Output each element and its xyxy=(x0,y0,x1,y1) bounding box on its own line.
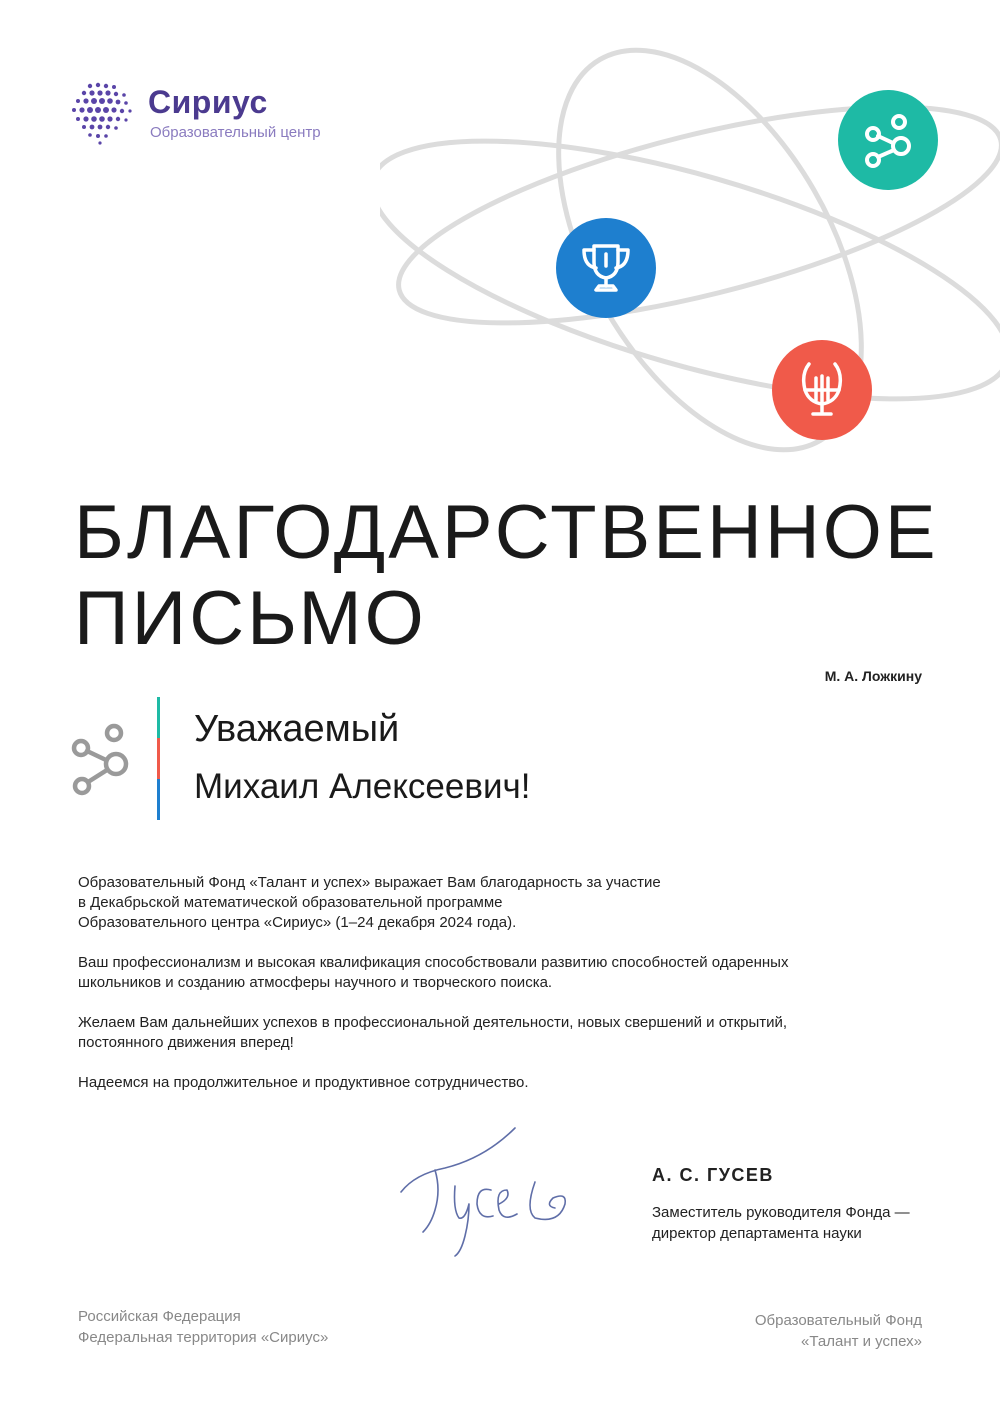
text-line: Желаем Вам дальнейших успехов в профессиональной деятельности, новых свершений и открытий, xyxy=(78,1014,788,1031)
greeting-line-2: Михаил Алексеевич! xyxy=(194,767,531,806)
logo-subtitle: Образовательный центр xyxy=(150,124,321,141)
trophy-icon xyxy=(576,240,636,296)
share-badge xyxy=(838,90,938,190)
recipient-name: М. А. Ложкину xyxy=(824,668,922,684)
footer-line: Федеральная территория «Сириус» xyxy=(78,1329,329,1346)
text-line: Образовательный Фонд «Талант и успех» выражает Вам благодарность за участие xyxy=(78,874,661,891)
trophy-badge xyxy=(556,218,656,318)
logo-dots-icon xyxy=(70,80,140,146)
text-line: Ваш профессионализм и высокая квалификация способствовали развитию способностей одаренных xyxy=(78,954,789,971)
text-line: Образовательного центра «Сириус» (1–24 декабря 2024 года). xyxy=(78,914,517,931)
text-line: в Декабрьской математической образовательной программе xyxy=(78,894,503,911)
role-line: Заместитель руководителя Фонда — xyxy=(652,1204,910,1221)
paragraph-4: Надеемся на продолжительное и продуктивное сотрудничество. xyxy=(78,1074,529,1091)
handwritten-signature xyxy=(395,1120,595,1270)
footer-line: Российская Федерация xyxy=(78,1308,241,1325)
share-nodes-icon xyxy=(863,112,913,168)
greeting-line-1: Уважаемый xyxy=(194,708,400,750)
lyre-icon xyxy=(797,360,847,420)
paragraph-2 xyxy=(78,953,918,993)
footer-line: «Талант и успех» xyxy=(801,1333,922,1350)
footer-location xyxy=(78,1306,328,1348)
lyre-badge xyxy=(772,340,872,440)
signer-role xyxy=(652,1202,952,1244)
paragraph-3 xyxy=(78,1013,918,1053)
signer-name: А. С. ГУСЕВ xyxy=(652,1165,774,1185)
title-line-1: БЛАГОДАРСТВЕННОЕ xyxy=(74,490,939,575)
title-line-2: ПИСЬМО xyxy=(74,576,427,661)
text-line: постоянного движения вперед! xyxy=(78,1034,294,1051)
footer-organization xyxy=(755,1310,922,1352)
footer-line: Образовательный Фонд xyxy=(754,1312,922,1329)
role-line: директор департамента науки xyxy=(652,1225,862,1242)
page-title xyxy=(74,490,954,662)
letter-body xyxy=(78,873,918,1113)
paragraph-1 xyxy=(78,873,918,933)
share-nodes-icon xyxy=(70,722,134,798)
tricolor-divider xyxy=(157,697,160,820)
text-line: школьников и созданию атмосферы научного и творческого поиска. xyxy=(78,974,553,991)
logo-title: Сириус xyxy=(148,84,268,120)
